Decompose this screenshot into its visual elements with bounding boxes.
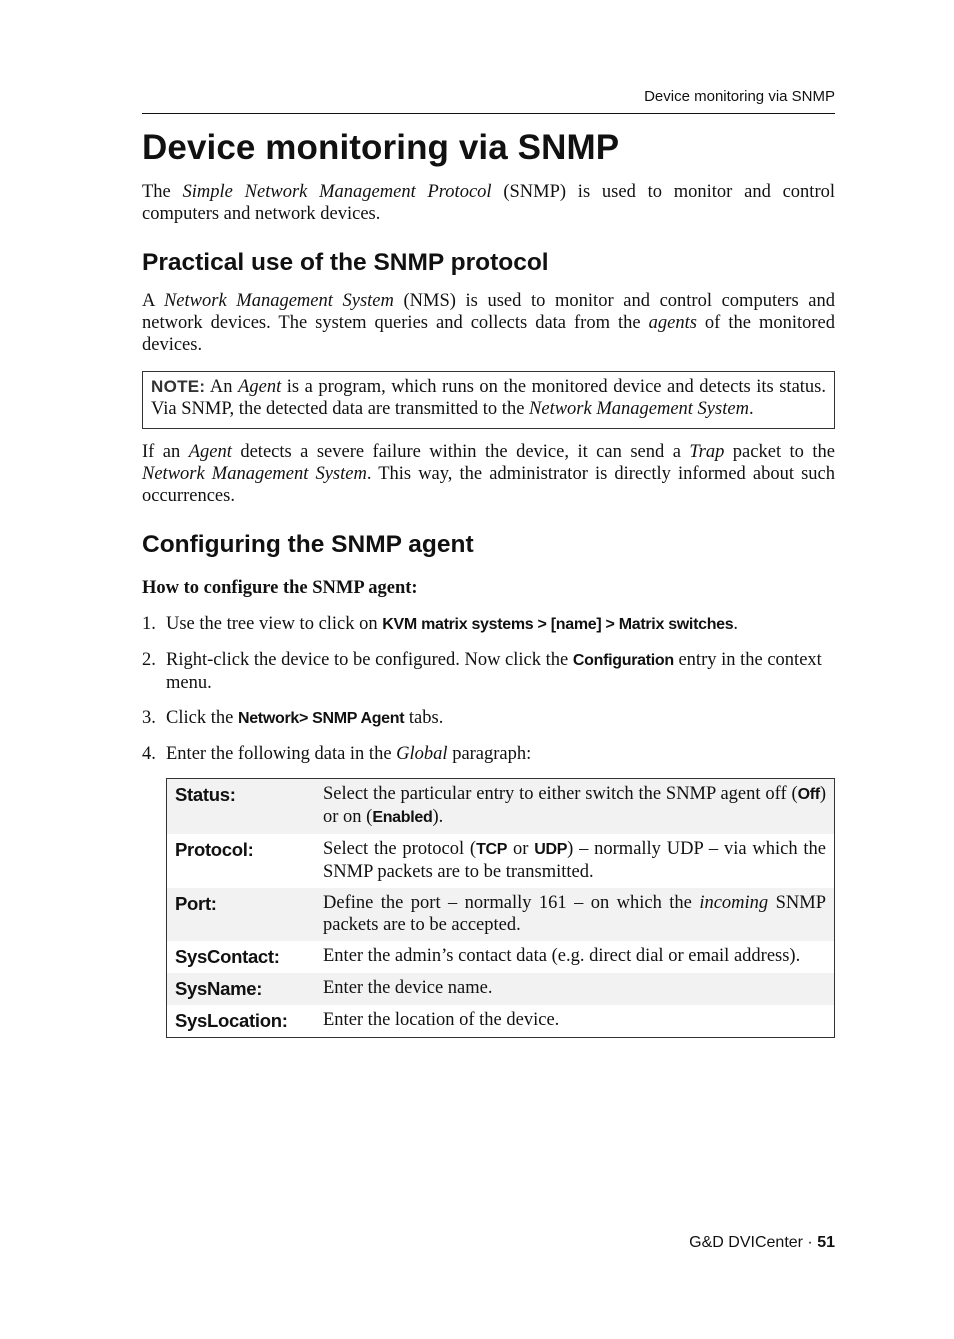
text-run: The <box>142 182 183 202</box>
table-row <box>167 834 835 888</box>
text-run: ) – normally UDP – via which the SNMP packets are to be transmitted. <box>323 839 826 882</box>
step-number: 2. <box>142 650 156 670</box>
step-number: 4. <box>142 744 156 764</box>
page-footer <box>142 1234 835 1252</box>
table-row <box>167 779 835 835</box>
running-header: Device monitoring via SNMP <box>644 88 835 105</box>
text-run: (SNMP) is used to monitor and control computers and network devices. <box>142 182 835 224</box>
option-value: Off <box>797 786 820 803</box>
text-run: entry in the context menu. <box>166 650 822 693</box>
table-row <box>167 1005 835 1038</box>
table-row <box>167 973 835 1005</box>
intro-paragraph <box>142 181 835 225</box>
list-item <box>142 613 835 636</box>
section-heading-practical-use: Practical use of the SNMP protocol <box>142 249 549 276</box>
text-run: ) or on ( <box>323 784 826 827</box>
emphasis-run: Agent <box>238 377 282 397</box>
page-number: 51 <box>817 1234 835 1251</box>
menu-path: KVM matrix systems > [name] > Matrix switches <box>382 616 734 633</box>
section-heading-configuring: Configuring the SNMP agent <box>142 531 474 558</box>
emphasis-run: Trap <box>689 442 725 462</box>
settings-table <box>166 778 835 1038</box>
setting-label: Port: <box>167 888 316 941</box>
footer-product: G&D DVICenter · <box>689 1234 818 1251</box>
agent-trap-paragraph <box>142 441 835 507</box>
setting-description: Enter the admin’s contact data (e.g. direct dial or email address). <box>323 946 801 966</box>
emphasis-run: Agent <box>188 442 232 462</box>
emphasis-run: Network Management System <box>163 291 394 311</box>
text-run: (NMS) is used to monitor and control computers and network devices. The system queries and collects data from the <box>142 291 835 333</box>
note-label: NOTE: <box>151 377 206 396</box>
step-number: 1. <box>142 614 156 634</box>
note-box <box>142 371 835 429</box>
setting-label: Status: <box>167 779 316 835</box>
text-run: A <box>142 291 164 311</box>
text-run: SNMP packets are to be accepted. <box>323 893 826 935</box>
steps-list <box>142 613 835 778</box>
setting-description: Enter the device name. <box>315 973 835 1005</box>
text-run: Select the particular entry to either switch the SNMP agent off ( <box>323 784 798 804</box>
text-run: . <box>748 399 754 419</box>
page-title: Device monitoring via SNMP <box>142 128 620 167</box>
menu-entry: Configuration <box>572 652 674 669</box>
emphasis-run: agents <box>648 313 697 333</box>
nms-paragraph <box>142 290 835 356</box>
setting-label: SysContact: <box>175 946 280 967</box>
text-run: ). <box>432 807 444 827</box>
text-run: Define the port – normally 161 – on which the <box>323 893 700 913</box>
option-value: UDP <box>534 841 568 858</box>
text-run: . <box>733 614 739 634</box>
setting-description <box>315 888 835 941</box>
setting-description <box>315 834 835 888</box>
emphasis-run: Network Management System <box>529 399 749 419</box>
emphasis-run: Network Management System <box>142 464 367 484</box>
step-number: 3. <box>142 708 156 728</box>
text-run: Right-click the device to be configured. Now click the <box>166 650 573 670</box>
list-item <box>142 649 835 694</box>
howto-heading: How to configure the SNMP agent: <box>142 578 418 598</box>
text-run: detects a severe failure within the device, it can send a <box>231 442 690 462</box>
setting-description <box>315 779 835 835</box>
emphasis-run: incoming <box>699 893 769 913</box>
table-row <box>167 888 835 941</box>
option-value: TCP <box>476 841 508 858</box>
text-run: of the monitored devices. <box>142 313 835 355</box>
text-run: packet to the <box>724 442 835 462</box>
text-run: tabs. <box>404 708 444 728</box>
setting-label: SysLocation: <box>175 1010 288 1031</box>
setting-label: Protocol: <box>175 839 254 860</box>
emphasis-run: Global <box>396 744 448 764</box>
text-run: is a program, which runs on the monitored device and detects its status. Via SNMP, the detected data are transmitted to the <box>151 377 826 419</box>
text-run: Click the <box>166 708 238 728</box>
option-value: Enabled <box>372 809 433 826</box>
text-run: . This way, the administrator is directly informed about such occurrences. <box>142 464 835 506</box>
setting-description: Enter the location of the device. <box>323 1010 560 1030</box>
text-run: An <box>205 377 239 397</box>
text-run: paragraph: <box>447 744 532 764</box>
emphasis-run: Simple Network Management Protocol <box>182 182 492 202</box>
setting-label: SysName: <box>167 973 316 1005</box>
text-run: or <box>507 839 535 859</box>
text-run: Select the protocol ( <box>323 839 477 859</box>
header-rule <box>142 113 835 114</box>
text-run: If an <box>142 442 189 462</box>
list-item <box>142 707 835 730</box>
text-run: Use the tree view to click on <box>166 614 383 634</box>
table-row <box>167 941 835 973</box>
tab-path: Network> SNMP Agent <box>237 710 405 727</box>
text-run: Enter the following data in the <box>166 744 397 764</box>
list-item <box>142 743 835 765</box>
